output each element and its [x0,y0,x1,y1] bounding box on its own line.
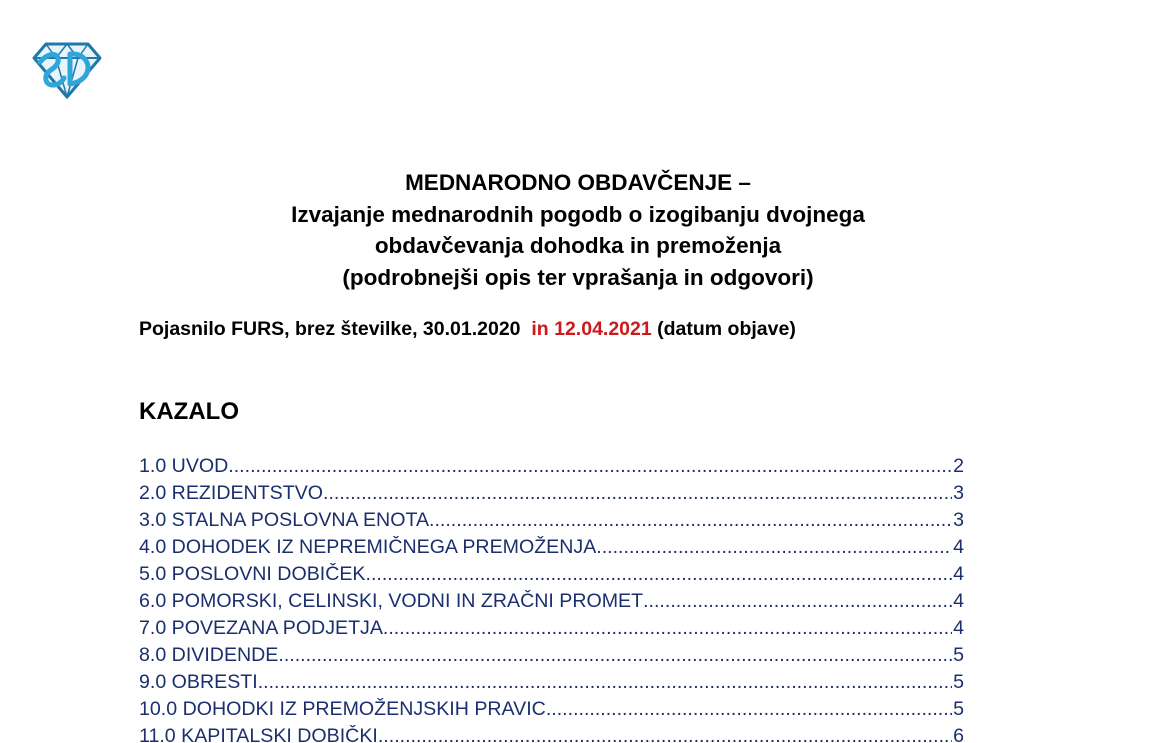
toc-dot-leader [366,563,953,586]
toc-entry-page: 4 [953,536,964,558]
sd-diamond-logo-icon [30,40,104,100]
toc-entry-label: 8.0 DIVIDENDE [139,644,279,666]
toc-entry[interactable] [139,644,964,671]
toc-entry[interactable] [139,590,964,617]
toc-dot-leader [546,698,952,721]
toc-entry-page: 6 [953,725,964,743]
subtitle-note: (datum objave) [657,318,796,340]
toc-entry-page: 4 [953,590,964,612]
title-line: MEDNARODNO OBDAVČENJE – [405,170,751,195]
toc-dot-leader [228,455,952,478]
subtitle-source: Pojasnilo FURS, brez številke, 30.01.2020 [139,318,521,340]
title-line: (podrobnejši opis ter vprašanja in odgovori) [342,264,814,290]
toc-entry-page: 3 [953,509,964,531]
toc-entry-page: 2 [953,455,964,477]
toc-dot-leader [378,725,952,743]
toc-entry-label: 1.0 UVOD [139,455,229,477]
toc-entry[interactable] [139,725,964,743]
toc-entry-label: 3.0 STALNA POSLOVNA ENOTA [139,509,430,531]
toc-entry[interactable] [139,482,964,509]
toc-dot-leader [258,671,952,694]
toc-entry-page: 3 [953,482,964,504]
toc-entry-label: 6.0 POMORSKI, CELINSKI, VODNI IN ZRAČNI PROMET [139,590,644,612]
toc-entry-label: 5.0 POSLOVNI DOBIČEK [139,563,366,585]
toc-entry[interactable] [139,509,964,536]
toc-dot-leader [278,644,952,667]
toc-entry-page: 4 [953,617,964,639]
toc-entry[interactable] [139,617,964,644]
document-title [140,167,1016,293]
toc-entry-page: 4 [953,563,964,585]
title-line: obdavčevanja dohodka in premoženja [374,233,782,258]
toc-entry[interactable] [139,455,964,482]
toc-entry-label: 4.0 DOHODEK IZ NEPREMIČNEGA PREMOŽENJA [139,536,597,558]
toc-entry-label: 9.0 OBRESTI [139,671,258,693]
toc-entry-label: 10.0 DOHODKI IZ PREMOŽENJSKIH PRAVIC [139,698,546,720]
table-of-contents [139,455,964,743]
title-line: Izvajanje mednarodnih pogodb o izogibanju dvojnega [291,201,865,227]
toc-entry[interactable] [139,563,964,590]
toc-dot-leader [643,590,952,613]
toc-entry[interactable] [139,698,964,725]
toc-entry-label: 7.0 POVEZANA PODJETJA [139,617,383,639]
toc-dot-leader [429,509,952,532]
toc-entry-label: 2.0 REZIDENTSTVO [139,482,323,504]
document-subtitle [139,318,796,341]
subtitle-update-date: in 12.04.2021 [531,318,652,340]
toc-heading: KAZALO [139,398,239,425]
toc-entry-page: 5 [953,671,964,693]
toc-entry[interactable] [139,671,964,698]
toc-dot-leader [323,482,952,505]
toc-dot-leader [383,617,952,640]
toc-entry-label: 11.0 KAPITALSKI DOBIČKI [139,725,378,743]
toc-entry-page: 5 [953,698,964,720]
toc-entry[interactable] [139,536,964,563]
toc-dot-leader [596,536,952,559]
toc-entry-page: 5 [953,644,964,666]
